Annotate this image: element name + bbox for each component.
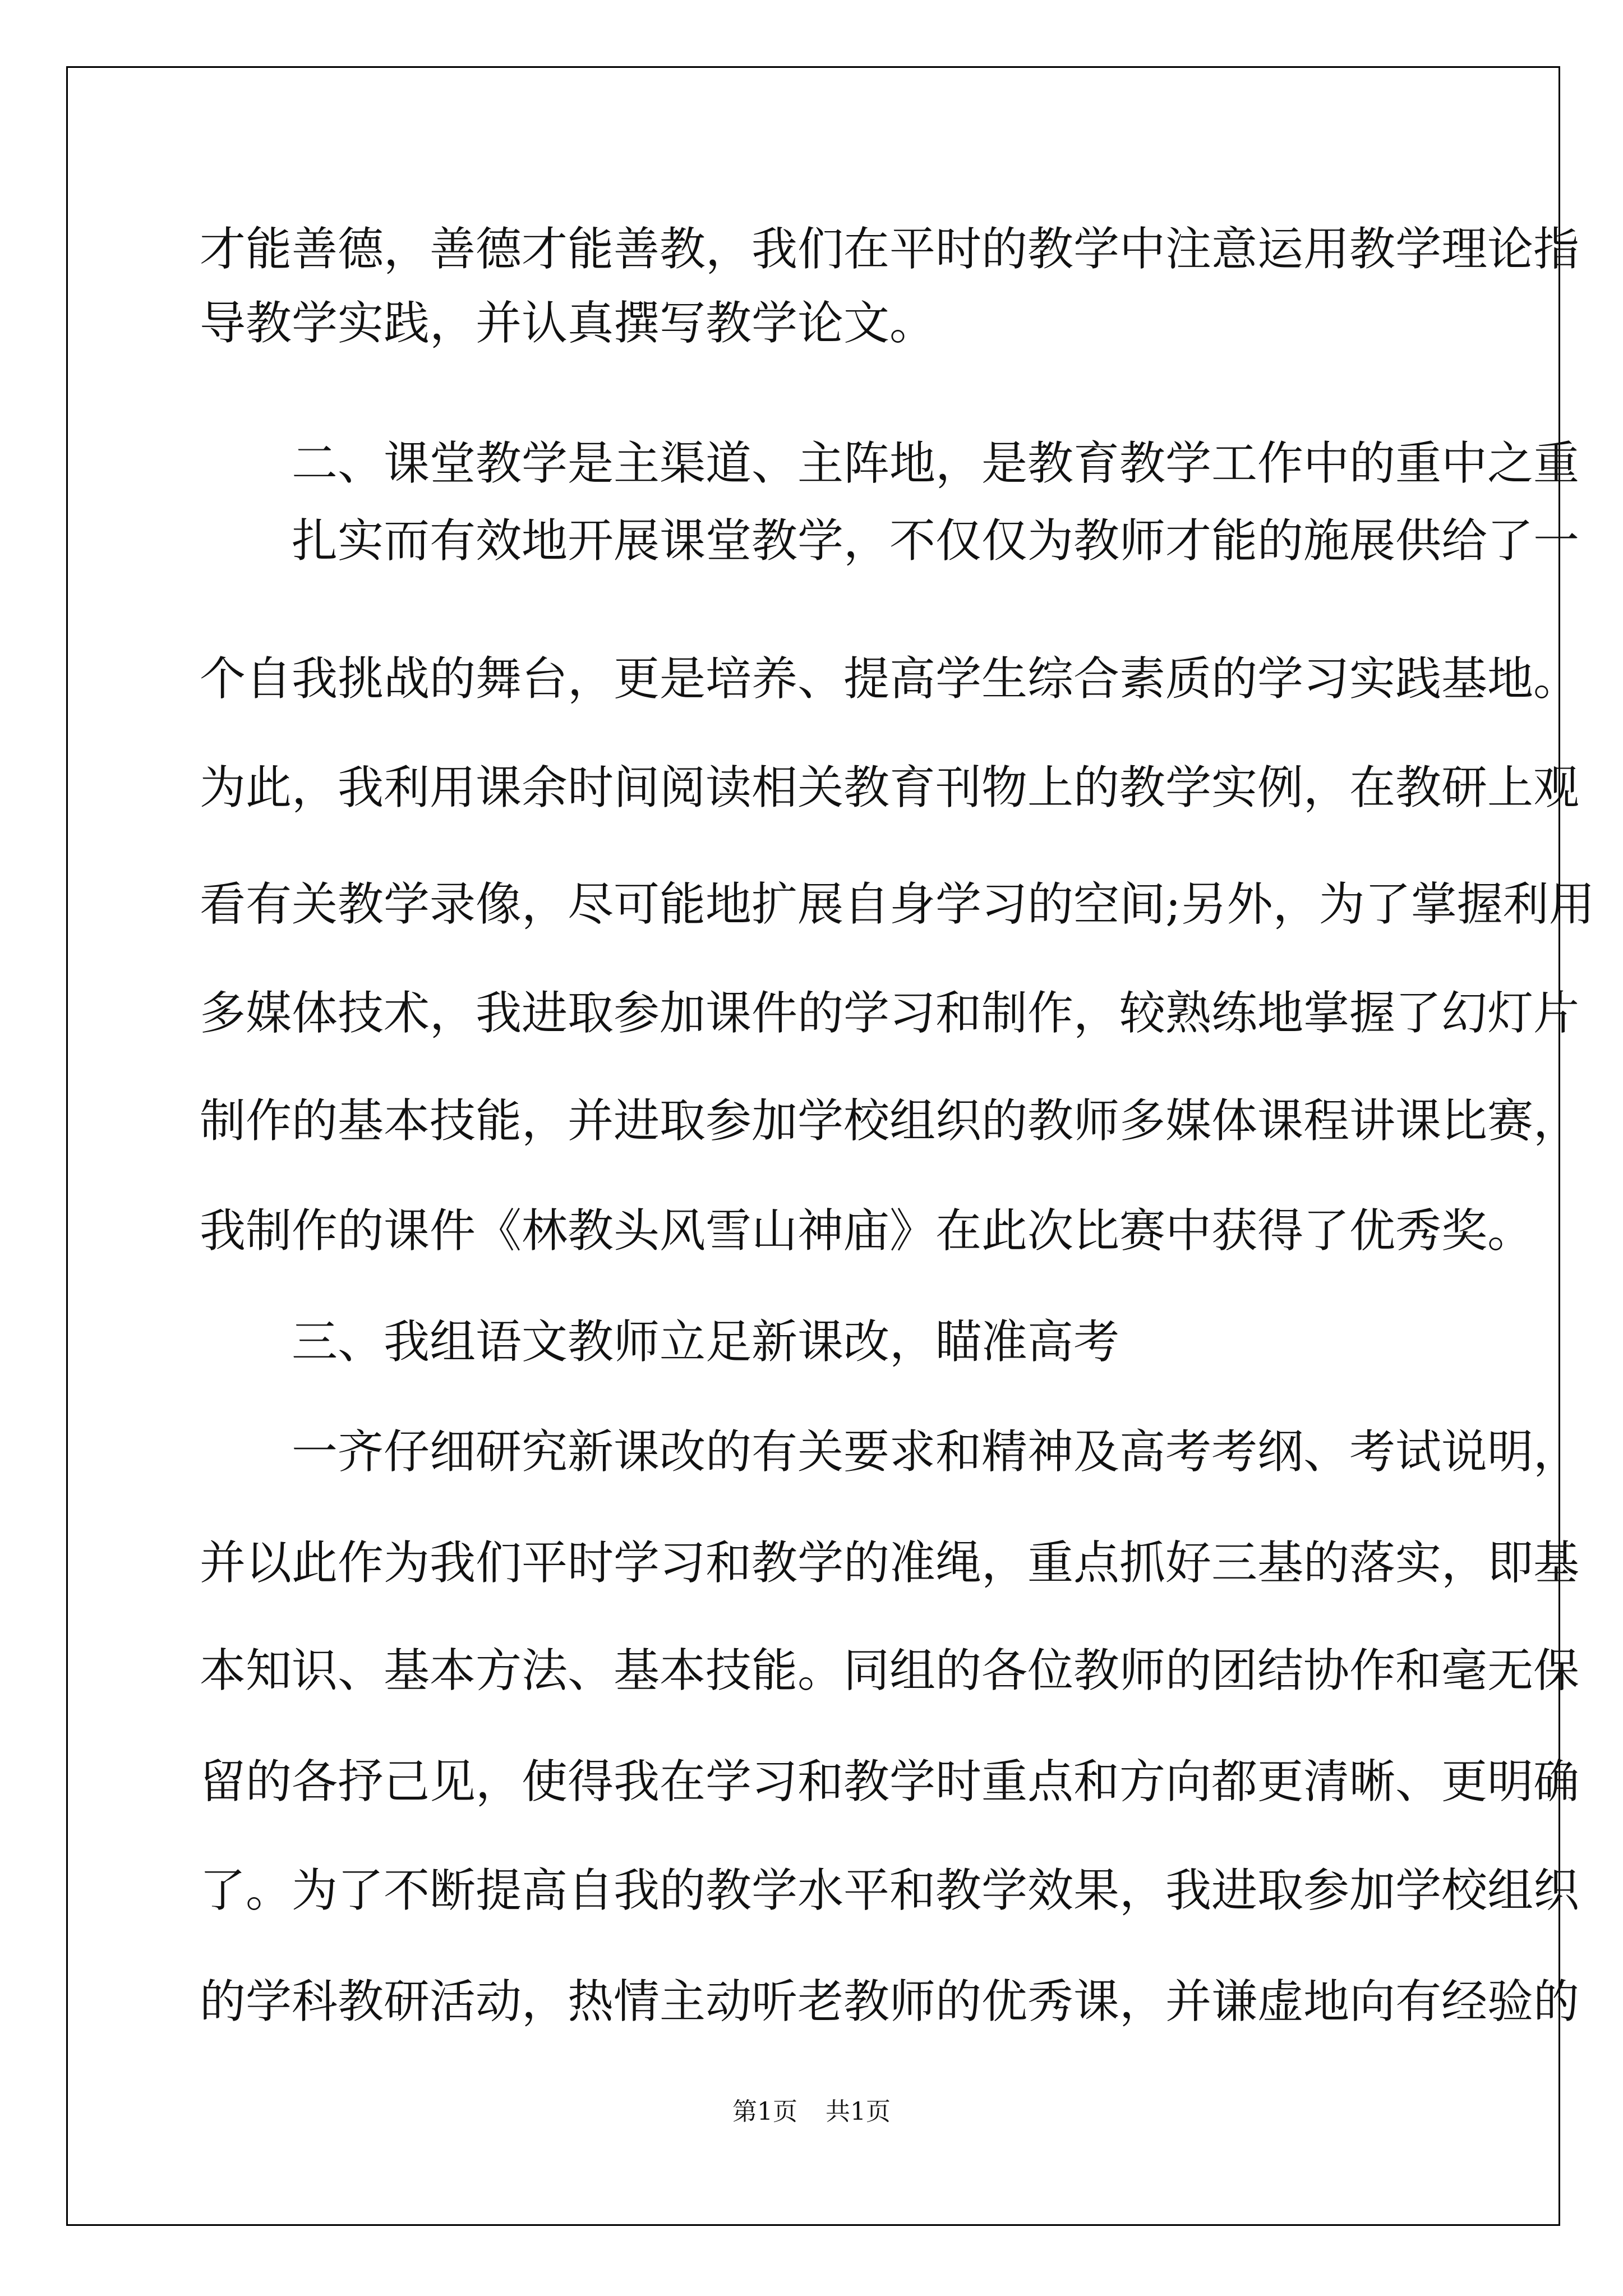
section-heading: 三、我组语文教师立足新课改，瞄准高考: [292, 1315, 1120, 1369]
text-line: 本知识、基本方法、基本技能。同组的各位教师的团结协作和毫无保: [200, 1644, 1580, 1697]
text-line: 留的各抒己见，使得我在学习和教学时重点和方向都更清晰、更明确: [200, 1755, 1580, 1809]
section-heading: 二、课堂教学是主渠道、主阵地，是教育教学工作中的重中之重: [292, 437, 1580, 490]
text-line: 导教学实践，并认真撰写教学论文。: [200, 297, 936, 350]
text-line: 的学科教研活动，热情主动听老教师的优秀课，并谦虚地向有经验的: [200, 1975, 1580, 2028]
text-line: 看有关教学录像，尽可能地扩展自身学习的空间;另外，为了掌握利用: [200, 878, 1595, 931]
text-line: 扎实而有效地开展课堂教学，不仅仅为教师才能的施展供给了一: [292, 514, 1580, 568]
page-number: 第1页: [732, 2097, 797, 2126]
text-line: 我制作的课件《林教头风雪山神庙》在此次比赛中获得了优秀奖。: [200, 1204, 1534, 1258]
text-line: 多媒体技术，我进取参加课件的学习和制作，较熟练地掌握了幻灯片: [200, 987, 1580, 1040]
total-pages: 共1页: [826, 2097, 891, 2126]
text-line: 个自我挑战的舞台，更是培养、提高学生综合素质的学习实践基地。: [200, 652, 1580, 706]
text-line: 一齐仔细研究新课改的有关要求和精神及高考考纲、考试说明，: [292, 1425, 1580, 1479]
text-line: 了。为了不断提高自我的教学水平和教学效果，我进取参加学校组织: [200, 1864, 1580, 1917]
text-line: 才能善德，善德才能善教，我们在平时的教学中注意运用教学理论指: [200, 223, 1580, 276]
text-line: 制作的基本技能，并进取参加学校组织的教师多媒体课程讲课比赛，: [200, 1094, 1580, 1148]
text-line: 为此，我利用课余时间阅读相关教育刊物上的教学实例，在教研上观: [200, 761, 1580, 815]
page-footer: [0, 2091, 1623, 2127]
text-line: 并以此作为我们平时学习和教学的准绳，重点抓好三基的落实，即基: [200, 1536, 1580, 1590]
